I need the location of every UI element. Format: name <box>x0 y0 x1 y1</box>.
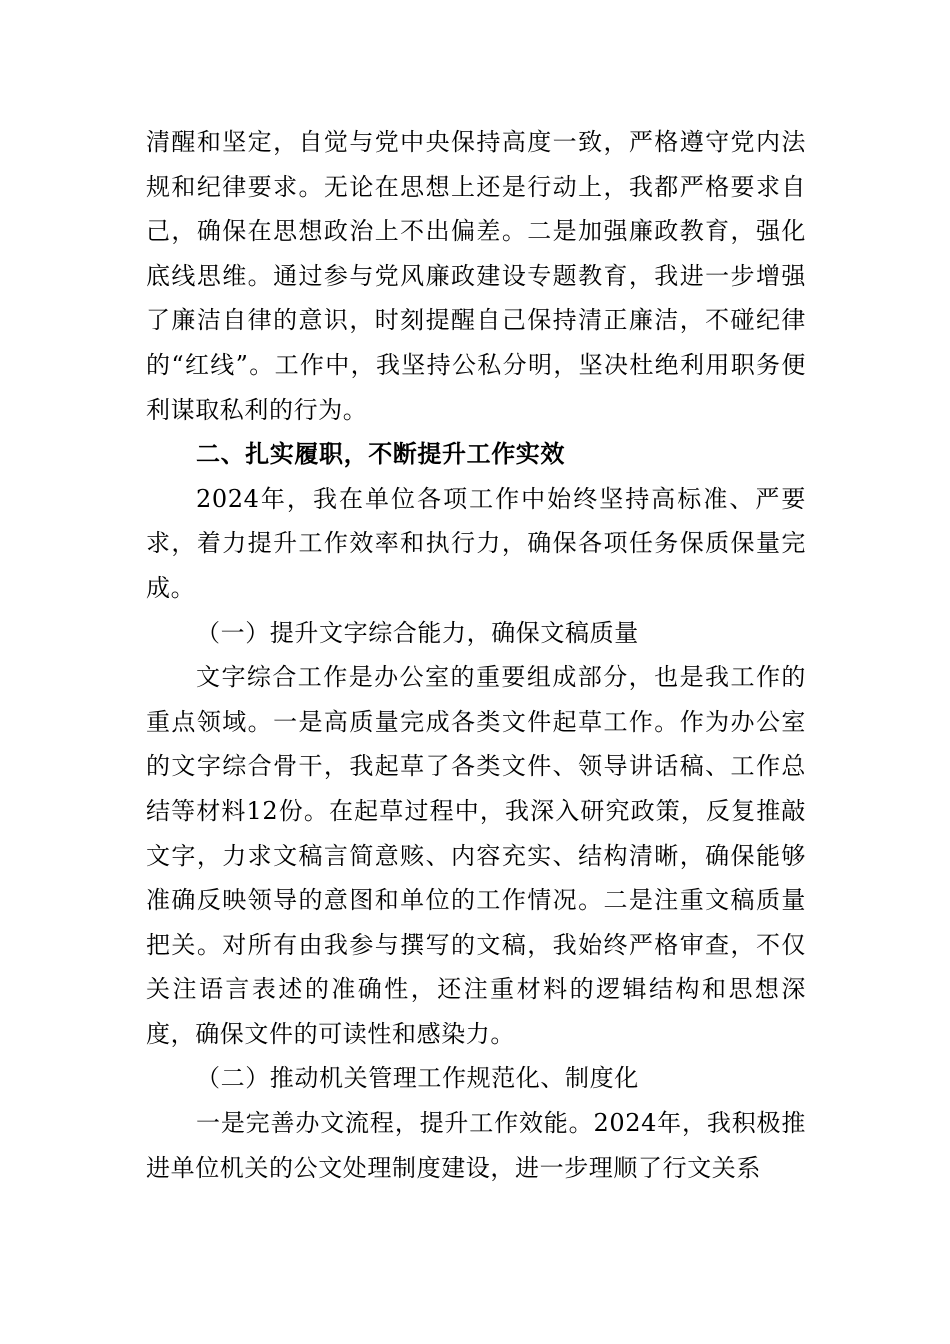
paragraph-management: 一是完善办文流程，提升工作效能。2024年，我积极推进单位机关的公文处理制度建设，进一步理顺了行文关系 <box>146 1109 806 1182</box>
subsection-heading-2: （二）推动机关管理工作规范化、制度化 <box>196 1064 639 1093</box>
document-body <box>146 120 806 1190</box>
paragraph-writing: 文字综合工作是办公室的重要组成部分，也是我工作的重点领域。一是高质量完成各类文件起草工作。作为办公室的文字综合骨干，我起草了各类文件、领导讲话稿、工作总结等材料12份。在起草过程中，我深入研究政策，反复推敲文字，力求文稿言简意赅、内容充实、结构清晰，确保能够准确反映领导的意图和单位的工作情况。二是注重文稿质量把关。对所有由我参与撰写的文稿，我始终严格审查，不仅关注语言表述的准确性，还注重材料的逻辑结构和思想深度，确保文件的可读性和感染力。 <box>146 663 806 1048</box>
subsection-heading-1: （一）提升文字综合能力，确保文稿质量 <box>196 618 639 647</box>
section-heading-2: 二、扎实履职，不断提升工作实效 <box>196 440 565 469</box>
paragraph-section-intro: 2024年，我在单位各项工作中始终坚持高标准、严要求，着力提升工作效率和执行力，确保各项任务保质保量完成。 <box>146 484 806 602</box>
paragraph-continued: 清醒和坚定，自觉与党中央保持高度一致，严格遵守党内法规和纪律要求。无论在思想上还是行动上，我都严格要求自己，确保在思想政治上不出偏差。二是加强廉政教育，强化底线思维。通过参与党风廉政建设专题教育，我进一步增强了廉洁自律的意识，时刻提醒自己保持清正廉洁，不碰纪律的“红线”。工作中，我坚持公私分明，坚决杜绝利用职务便利谋取私利的行为。 <box>146 128 806 424</box>
